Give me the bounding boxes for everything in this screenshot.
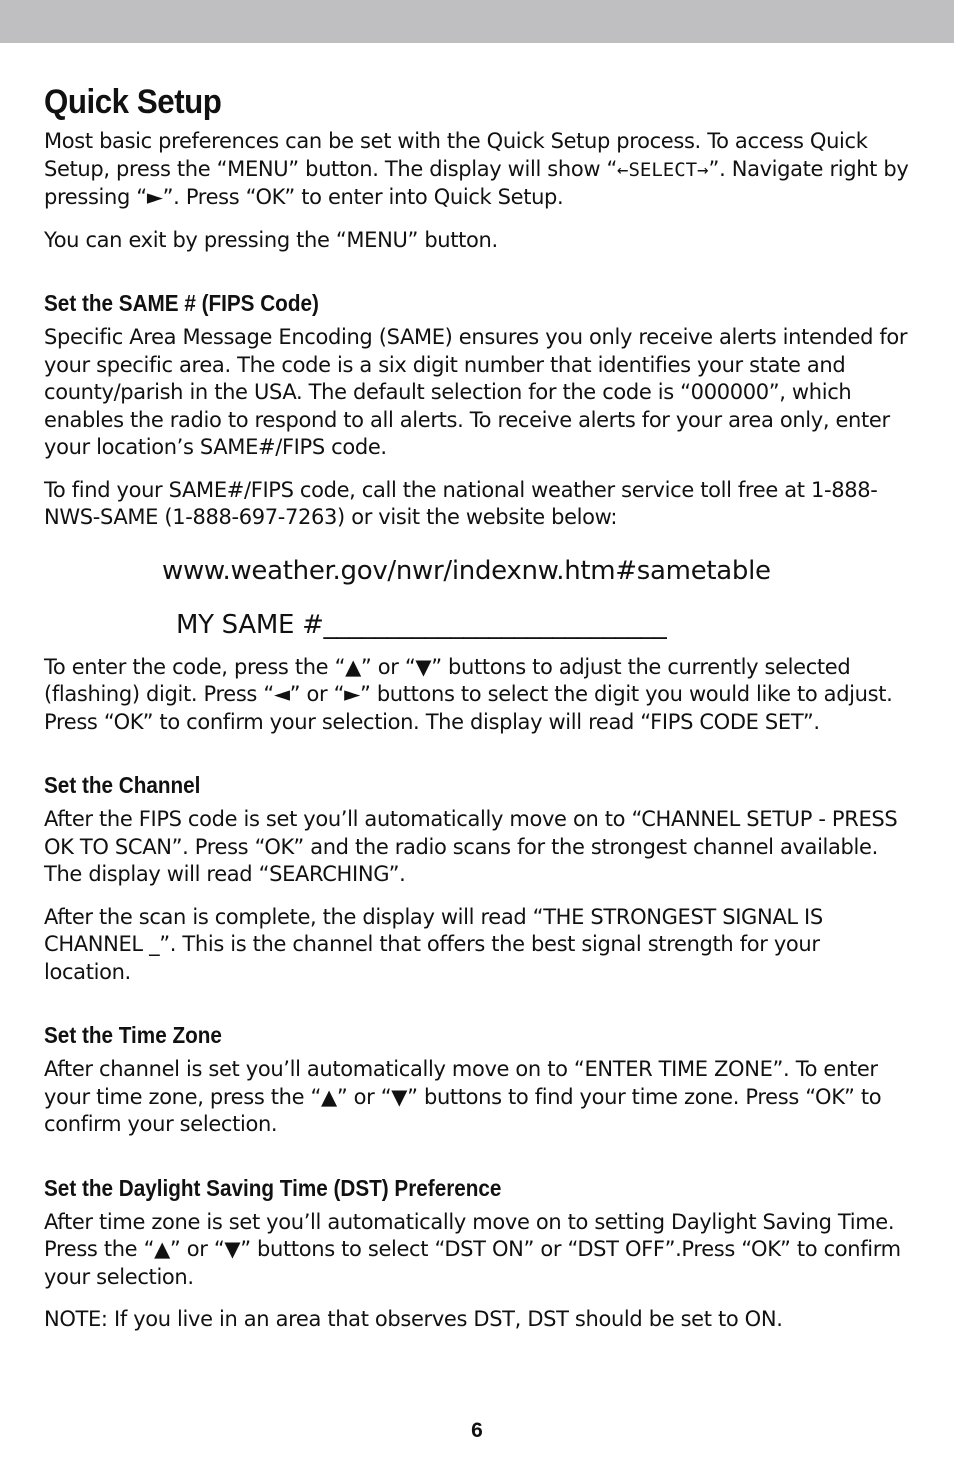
dst-note: NOTE: If you live in an area that observes DST, DST should be set to ON. (44, 1307, 783, 1331)
timezone-paragraph: After channel is set you’ll automatically move on to “ENTER TIME ZONE”. To enter your time zone, press the “▲” or “▼” buttons to find your time zone. Press “OK” to confirm your selection. (44, 1057, 882, 1136)
channel-heading: Set the Channel (44, 772, 201, 798)
channel-result-paragraph: After the scan is complete, the display will read “THE STRONGEST SIGNAL IS CHANNEL _”. This is the channel that offers the best signal strength for your location. (44, 904, 823, 984)
intro-text-before: Most basic preferences can be set with the Quick Setup process. To access Quick Setup, press the “MENU” button. The display will show “ (44, 129, 868, 181)
intro-text-after: ”. Navigate right by pressing “►”. Press “OK” to enter into Quick Setup. (44, 156, 909, 209)
dst-heading: Set the Daylight Saving Time (DST) Preference (44, 1174, 502, 1201)
my-same-field: MY SAME #___________________________ (176, 609, 667, 640)
same-entry-paragraph: To enter the code, press the “▲” or “▼” buttons to adjust the currently selected (flashing) digit. Press “◄” or “►” buttons to select the digit you would like to adjust. Press “OK” to confirm your selection. The display will read “FIPS CODE SET”. (44, 654, 893, 734)
same-website-url: www.weather.gov/nwr/indexnw.htm#sametable (162, 555, 771, 586)
timezone-heading: Set the Time Zone (44, 1022, 222, 1048)
header-bar (0, 0, 954, 43)
dst-paragraph: After time zone is set you’ll automatically move on to setting Daylight Saving Time. Press the “▲” or “▼” buttons to select “DST ON” or “DST OFF”.Press “OK” to confirm your selection. (44, 1209, 901, 1289)
lcd-display-text: ←SELECT→ (617, 158, 709, 181)
intro-paragraph (44, 128, 910, 212)
same-heading: Set the SAME # (FIPS Code) (44, 290, 319, 316)
page-content (44, 80, 910, 1334)
page-title: Quick Setup (44, 83, 222, 121)
exit-paragraph: You can exit by pressing the “MENU” button. (44, 227, 498, 252)
same-paragraph: Specific Area Message Encoding (SAME) ensures you only receive alerts intended for your specific area. The code is a six digit number that identifies your state and county/parish in the USA. The default selection for the code is “000000”, which enables the radio to respond to all alerts. To receive alerts for your area only, enter your location’s SAME#/FIPS code. (44, 325, 908, 459)
channel-paragraph: After the FIPS code is set you’ll automatically move on to “CHANNEL SETUP - PRESS OK TO SCAN”. Press “OK” and the radio scans for the strongest channel available. The display will read “SEARCHING”. (44, 807, 898, 886)
page-number: 6 (471, 1419, 483, 1442)
same-find-paragraph: To find your SAME#/FIPS code, call the national weather service toll free at 1-888-NWS-SAME (1-888-697-7263) or visit the website below: (44, 477, 878, 529)
